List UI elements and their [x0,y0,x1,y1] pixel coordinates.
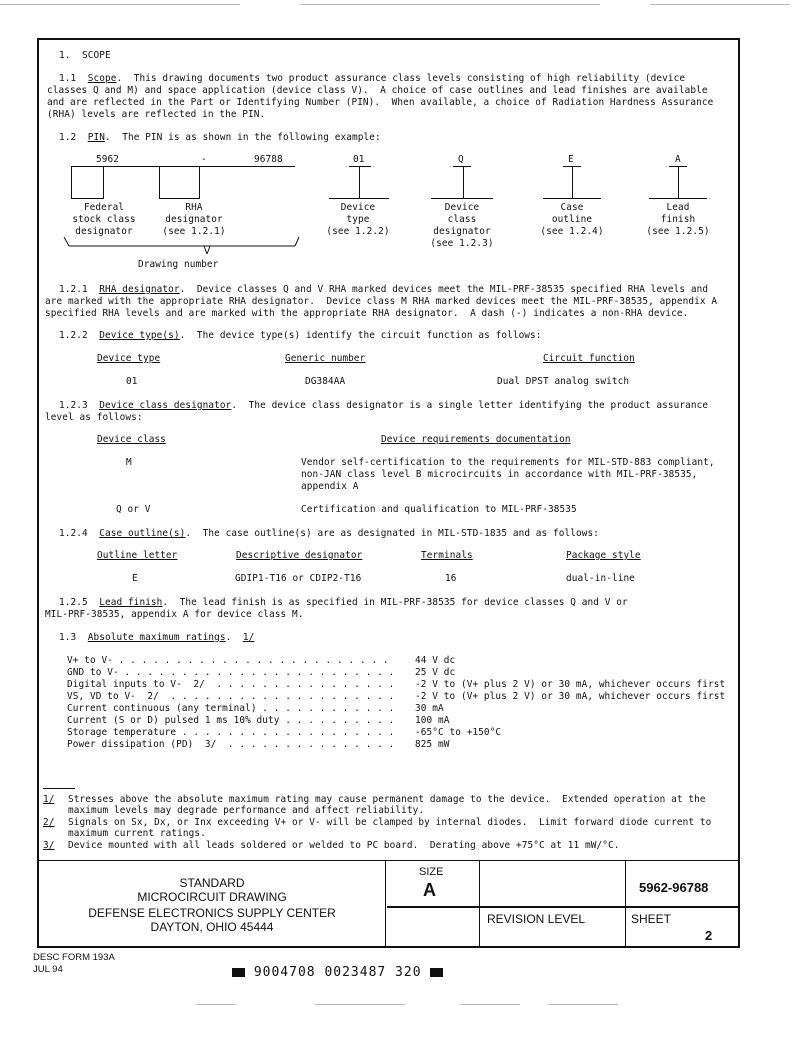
rating-value: -2 V to (V+ plus 2 V) or 30 mA, whichever occurs first [415,679,726,690]
class-m-text-2: non-JAN class level B microcircuits in accordance with MIL-PRF-38535, [301,469,698,480]
footnote-text: maximum current ratings. [68,828,206,839]
footer-address: DAYTON, OHIO 45444 [150,920,274,934]
rating-label: VS, VD to V- 2/ . . . . . . . . . . . . . . . . . . . . [67,691,395,702]
outline-letter-value: E [132,573,138,584]
generic-number-value: DG384AA [305,376,346,387]
label-federal-1: Federal [83,202,125,213]
rating-label: Current (S or D) pulsed 1 ms 10% duty . . . . . . . . . . [67,715,395,726]
para-1-1-line4: (RHA) levels are reflected in the PIN. [47,109,266,120]
para-1-2-3-line1: 1.2.3 Device class designator. The device class designator is a single letter identifying the product assurance [59,400,709,411]
pin-field-e: E [568,154,574,165]
label-class-4: (see 1.2.3) [430,238,494,249]
para-1-1-line3: and are reflected in the Part or Identifying Number (PIN). When available, a choice of Radiation Hardness Assurance [47,97,714,108]
pin-field-q: Q [458,154,464,165]
label-federal-3: designator [75,226,133,237]
circuit-function-header: Circuit function [543,353,635,364]
label-case-1: Case [560,202,584,213]
terminals-value: 16 [445,573,457,584]
rating-value: 30 mA [415,703,444,714]
class-qv: Q or V [116,504,151,515]
footnote-text: maximum levels may degrade performance and affect reliability. [68,805,425,816]
label-lead-2: finish [660,214,696,225]
para-1-2-2: 1.2.2 Device type(s). The device type(s) identify the circuit function as follows: [59,330,542,341]
para-1-2-5-line1: 1.2.5 Lead finish. The lead finish is as specified in MIL-PRF-38535 for device classes Q and V or [59,597,628,608]
barcode-line [232,965,443,980]
drawing-number: 5962-96788 [639,880,709,895]
class-m: M [126,457,132,468]
footnote-text: Signals on Sx, Dx, or Inx exceeding V+ or V- will be clamped by internal diodes. Limit forward diode current to [68,817,712,828]
label-rha-1: RHA [185,202,203,213]
para-1-1-line2: classes Q and M) and space application (device class V). A choice of case outlines and lead finishes are available [47,85,708,96]
rating-value: 44 V dc [415,655,456,666]
rating-label: V+ to V- . . . . . . . . . . . . . . . . . . . . . . . . [67,655,389,666]
label-class-2: class [447,214,477,225]
barcode-mark-right [430,968,443,977]
label-class-3: designator [433,226,491,237]
sheet-label: SHEET [631,912,672,926]
label-type-2: type [346,214,370,225]
label-type-3: (see 1.2.2) [326,226,390,237]
document-page [37,38,740,948]
para-1-1-line1: 1.1 Scope. This drawing documents two product assurance class levels consisting of high reliability (device [59,73,686,84]
pin-field-5962: 5962 [96,154,119,165]
outline-letter-header: Outline letter [97,550,178,561]
drawing-number-bracket [63,236,303,258]
barcode-mark-left [232,968,245,977]
rating-value: 825 mW [415,739,450,750]
rating-label: Power dissipation (PD) 3/ . . . . . . . . . . . . . . . [67,739,395,750]
label-rha-3: (see 1.2.1) [162,226,226,237]
barcode-text: 9004708 0023487 320 [253,965,422,980]
drawing-number-label: Drawing number [138,259,219,270]
form-date: JUL 94 [33,964,63,975]
footnote-mark: 1/ [43,794,55,805]
rating-label: Digital inputs to V- 2/ . . . . . . . . . . . . . . . . [67,679,395,690]
label-rha-2: designator [165,214,223,225]
label-lead-1: Lead [666,202,690,213]
class-m-text-3: appendix A [301,481,359,492]
terminals-header: Terminals [421,550,473,561]
footnote-divider [43,788,75,789]
device-class-header: Device class [97,434,166,445]
descriptive-designator-header: Descriptive designator [236,550,363,561]
para-1-2-5-line2: MIL-PRF-38535, appendix A for device class M. [45,609,304,620]
sheet-number: 2 [705,928,713,943]
pin-field-dash: - [201,154,207,165]
para-1-2: 1.2 PIN. The PIN is as shown in the following example: [59,132,381,143]
scope-heading: 1. SCOPE [59,50,111,61]
pin-field-01: 01 [353,154,365,165]
pin-field-96788: 96788 [254,154,283,165]
device-type-header: Device type [97,353,161,364]
para-1-2-1-line2: are marked with the appropriate RHA designator. Device class M RHA marked devices meet the MIL-PRF-38535, appendix A [45,296,718,307]
size-value: A [423,880,436,900]
circuit-function-value: Dual DPST analog switch [497,376,630,387]
para-1-2-1-line3: specified RHA levels and are marked with the appropriate RHA designator. A dash (-) indicates a non-RHA device. [45,308,689,319]
rating-value: 100 mA [415,715,450,726]
rating-label: Current continuous (any terminal) . . . . . . . . . . . . [67,703,395,714]
footnote-text: Stresses above the absolute maximum rating may cause permanent damage to the device. Extended operation at the [68,794,706,805]
footnote-text: Device mounted with all leads soldered or welded to PC board. Derating above +75°C at 11 mW/°C. [68,840,620,851]
package-style-value: dual-in-line [566,573,635,584]
footer-standard: STANDARD [179,876,245,890]
para-1-2-1-line1: 1.2.1 RHA designator. Device classes Q and V RHA marked devices meet the MIL-PRF-38535 specified RHA levels and [59,284,709,295]
rating-value: -65°C to +150°C [415,727,502,738]
para-1-2-4: 1.2.4 Case outline(s). The case outline(s) are as designated in MIL-STD-1835 and as follows: [59,528,599,539]
label-case-2: outline [551,214,593,225]
footer-drawing-title: MICROCIRCUIT DRAWING [137,890,287,904]
rating-value: -2 V to (V+ plus 2 V) or 30 mA, whichever occurs first [415,691,726,702]
device-type-value: 01 [126,376,138,387]
footnote-mark: 3/ [43,840,55,851]
footnote-mark: 2/ [43,817,55,828]
class-qv-text: Certification and qualification to MIL-PRF-38535 [301,504,577,515]
label-type-1: Device [340,202,376,213]
para-1-3: 1.3 Absolute maximum ratings. 1/ [59,632,255,643]
label-lead-3: (see 1.2.5) [646,226,710,237]
revision-label: REVISION LEVEL [487,912,586,926]
form-number: DESC FORM 193A [33,952,115,963]
rating-label: GND to V- . . . . . . . . . . . . . . . . . . . . . . . . [67,667,395,678]
package-style-header: Package style [566,550,641,561]
class-m-text-1: Vendor self-certification to the requirements for MIL-STD-883 compliant, [301,457,715,468]
label-federal-2: stock class [72,214,136,225]
device-requirements-header: Device requirements documentation [381,434,571,445]
footer-agency: DEFENSE ELECTRONICS SUPPLY CENTER [88,906,336,920]
rating-value: 25 V dc [415,667,456,678]
descriptive-designator-value: GDIP1-T16 or CDIP2-T16 [235,573,362,584]
rating-label: Storage temperature . . . . . . . . . . . . . . . . . . . [67,727,395,738]
label-class-1: Device [444,202,480,213]
label-case-3: (see 1.2.4) [540,226,604,237]
para-1-2-3-line2: level as follows: [45,412,143,423]
generic-number-header: Generic number [285,353,366,364]
pin-field-a: A [675,154,681,165]
size-label: SIZE [419,866,444,878]
